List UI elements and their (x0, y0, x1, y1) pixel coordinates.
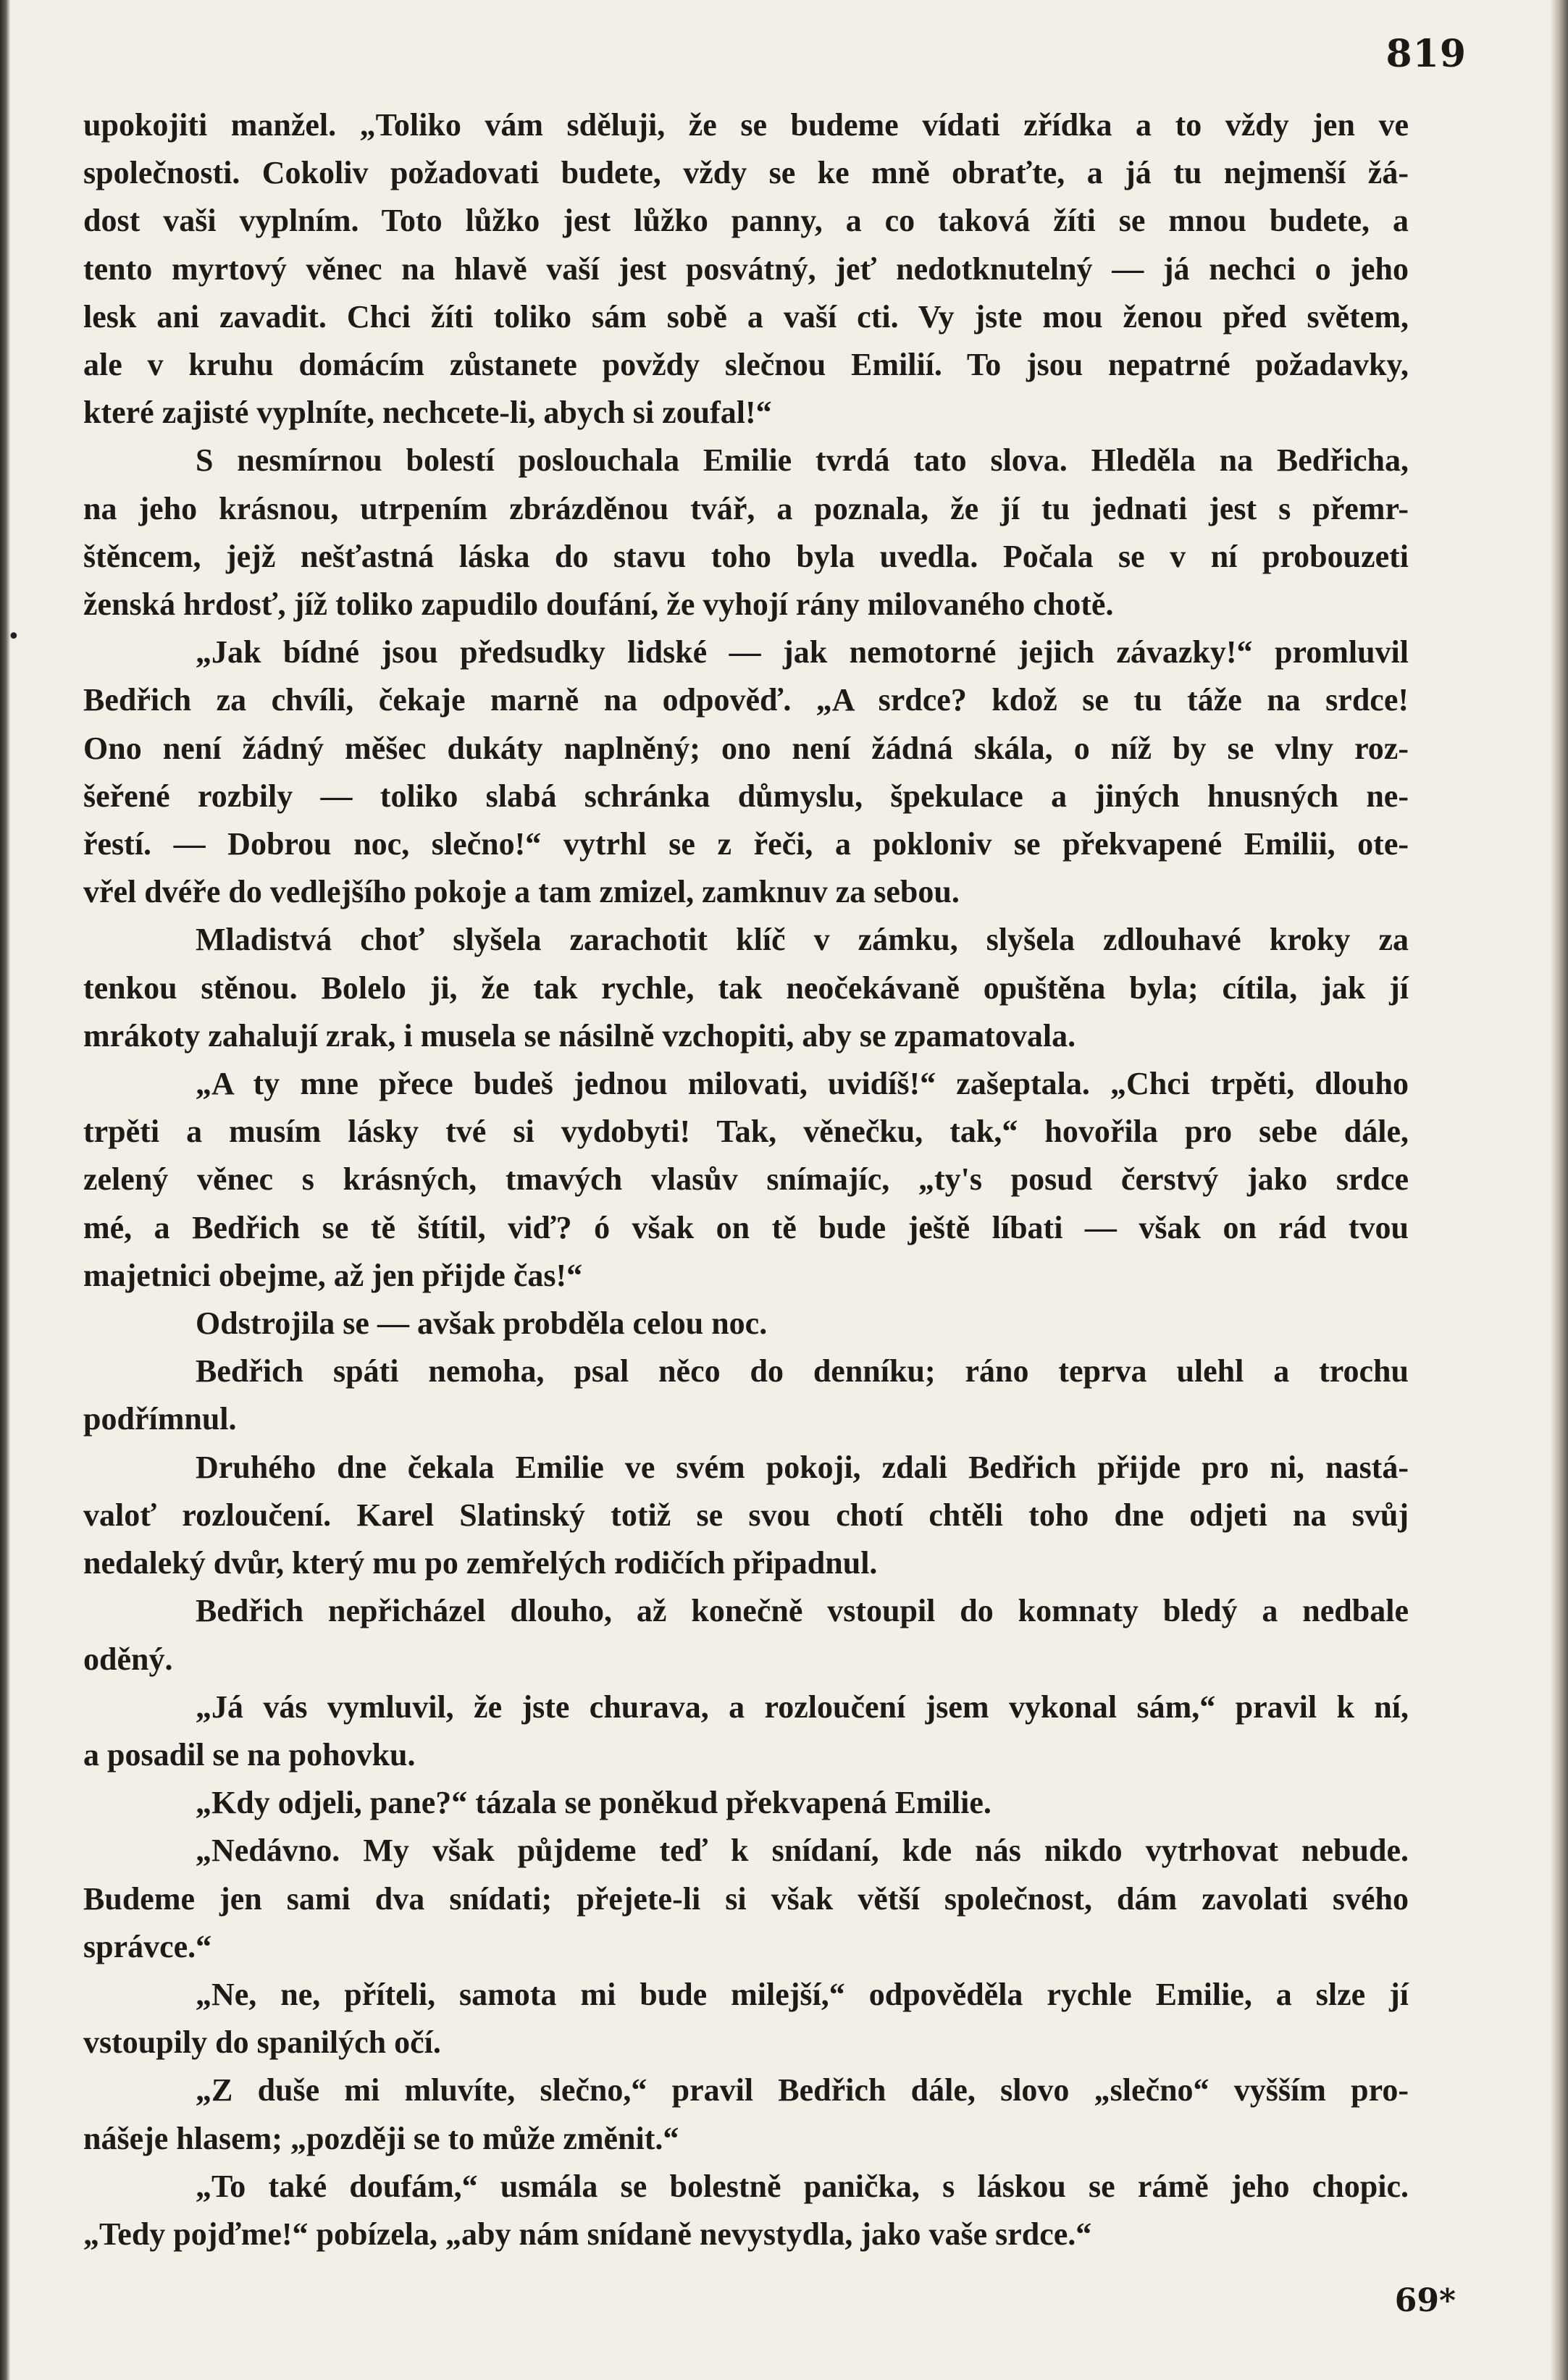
text-line: které zajisté vyplníte, nechcete-li, abych si zoufal!“ (83, 395, 772, 431)
text-line: zelený věnec s krásných, tmavých vlasův snímajíc, „ty's posud čerstvý jako srdce (83, 1161, 1409, 1198)
margin-mark: • (7, 624, 20, 649)
text-line: tenkou stěnou. Bolelo ji, že tak rychle, tak neočekávaně opuštěna byla; cítila, jak jí (83, 970, 1409, 1006)
text-line: nášeje hlasem; „později se to může změnit.“ (83, 2120, 679, 2156)
text-line: lesk ani zavadit. Chci žíti toliko sám sobě a vaší cti. Vy jste mou ženou před světem, (83, 298, 1409, 335)
text-line: „Jak bídné jsou předsudky lidské — jak nemotorné jejich závazky!“ promluvil (196, 634, 1409, 670)
text-line: „A ty mne přece budeš jednou milovati, uvidíš!“ zašeptala. „Chci trpěti, dlouho (196, 1066, 1409, 1102)
text-line: oděný. (83, 1641, 173, 1677)
text-line: Bedřich spáti nemoha, psal něco do denníku; ráno teprva ulehl a trochu (196, 1353, 1409, 1389)
text-line: „Z duše mi mluvíte, slečno,“ pravil Bedřich dále, slovo „slečno“ vyšším pro- (196, 2072, 1409, 2108)
text-line: S nesmírnou bolestí poslouchala Emilie tvrdá tato slova. Hleděla na Bedřicha, (196, 442, 1409, 479)
text-line: a posadil se na pohovku. (83, 1736, 416, 1773)
text-line: trpěti a musím lásky tvé si vydobyti! Tak, věnečku, tak,“ hovořila pro sebe dále, (83, 1114, 1409, 1150)
text-line: šeřené rozbily — toliko slabá schránka důmyslu, špekulace a jiných hnusných ne- (83, 778, 1409, 814)
text-line: upokojiti manžel. „Toliko vám sděluji, že se budeme vídati zřídka a to vždy jen ve (83, 107, 1409, 143)
text-line: valoť rozloučení. Karel Slatinský totiž se svou chotí chtěli toho dne odjeti na svůj (83, 1497, 1409, 1533)
text-line: Druhého dne čekala Emilie ve svém pokoji, zdali Bedřich přijde pro ni, nastá- (196, 1449, 1409, 1485)
text-line: mrákoty zahalují zrak, i musela se násilně vzchopiti, aby se zpamatovala. (83, 1017, 1076, 1054)
text-line: společnosti. Cokoliv požadovati budete, vždy se ke mně obraťte, a já tu nejmenší žá- (83, 155, 1409, 191)
page-binding-edge (0, 0, 10, 2380)
text-line: „Kdy odjeli, pane?“ tázala se poněkud překvapená Emilie. (196, 1785, 991, 1821)
page-number: 819 (1385, 32, 1467, 76)
body-text (83, 101, 1409, 2258)
text-line: ženská hrdosť, jíž toliko zapudilo doufání, že vyhojí rány milovaného chotě. (83, 586, 1114, 623)
text-line: majetnici obejme, až jen přijde čas!“ (83, 1257, 583, 1293)
text-line: podřímnul. (83, 1401, 237, 1437)
text-line: mé, a Bedřich se tě štítil, viď? ó však on tě bude ještě líbati — však on rád tvou (83, 1209, 1409, 1245)
text-line: na jeho krásnou, utrpením zbrázděnou tvář, a poznala, že jí tu jednati jest s přemr- (83, 490, 1409, 526)
text-line: Bedřich nepřicházel dlouho, až konečně vstoupil do komnaty bledý a nedbale (196, 1593, 1409, 1629)
page-right-edge (1551, 0, 1568, 2380)
text-line: „Nedávno. My však půjdeme teď k snídaní, kde nás nikdo vytrhovat nebude. (196, 1833, 1409, 1869)
text-line: Bedřich za chvíli, čekaje marně na odpověď. „A srdce? kdož se tu táže na srdce! (83, 682, 1409, 718)
text-line: „Tedy pojďme!“ pobízela, „aby nám snídaně nevystydla, jako vaše srdce.“ (83, 2216, 1092, 2252)
text-line: správce.“ (83, 1928, 212, 1964)
text-line: štěncem, jejž nešťastná láska do stavu toho byla uvedla. Počala se v ní probouzeti (83, 538, 1409, 574)
text-line: Mladistvá choť slyšela zarachotit klíč v zámku, slyšela zdlouhavé kroky za (196, 922, 1409, 958)
text-line: „Ne, ne, příteli, samota mi bude milejší,“ odpověděla rychle Emilie, a slze jí (196, 1976, 1409, 2012)
text-line: Ono není žádný měšec dukáty naplněný; ono není žádná skála, o níž by se vlny roz- (83, 730, 1409, 766)
text-line: „Já vás vymluvil, že jste churava, a rozloučení jsem vykonal sám,“ pravil k ní, (196, 1689, 1409, 1725)
printer-signature: 69* (1394, 2282, 1456, 2319)
text-line: „To také doufám,“ usmála se bolestně panička, s láskou se rámě jeho chopic. (196, 2168, 1409, 2204)
text-line: Odstrojila se — avšak probděla celou noc. (196, 1305, 768, 1342)
text-line: vstoupily do spanilých očí. (83, 2024, 441, 2061)
text-line: řestí. — Dobrou noc, slečno!“ vytrhl se z řeči, a pokloniv se překvapené Emilii, ote- (83, 826, 1409, 862)
text-line: Budeme jen sami dva snídati; přejete-li si však větší společnost, dám zavolati svého (83, 1880, 1409, 1917)
text-line: dost vaši vyplním. Toto lůžko jest lůžko panny, a co taková žíti se mnou budete, a (83, 203, 1409, 239)
text-line: nedaleký dvůr, který mu po zemřelých rodičích připadnul. (83, 1545, 878, 1581)
text-line: vřel dvéře do vedlejšího pokoje a tam zmizel, zamknuv za sebou. (83, 874, 960, 910)
text-line: ale v kruhu domácím zůstanete povždy slečnou Emilií. To jsou nepatrné požadavky, (83, 347, 1409, 383)
text-line: tento myrtový věnec na hlavě vaší jest posvátný, jeť nedotknutelný — já nechci o jeho (83, 251, 1409, 287)
